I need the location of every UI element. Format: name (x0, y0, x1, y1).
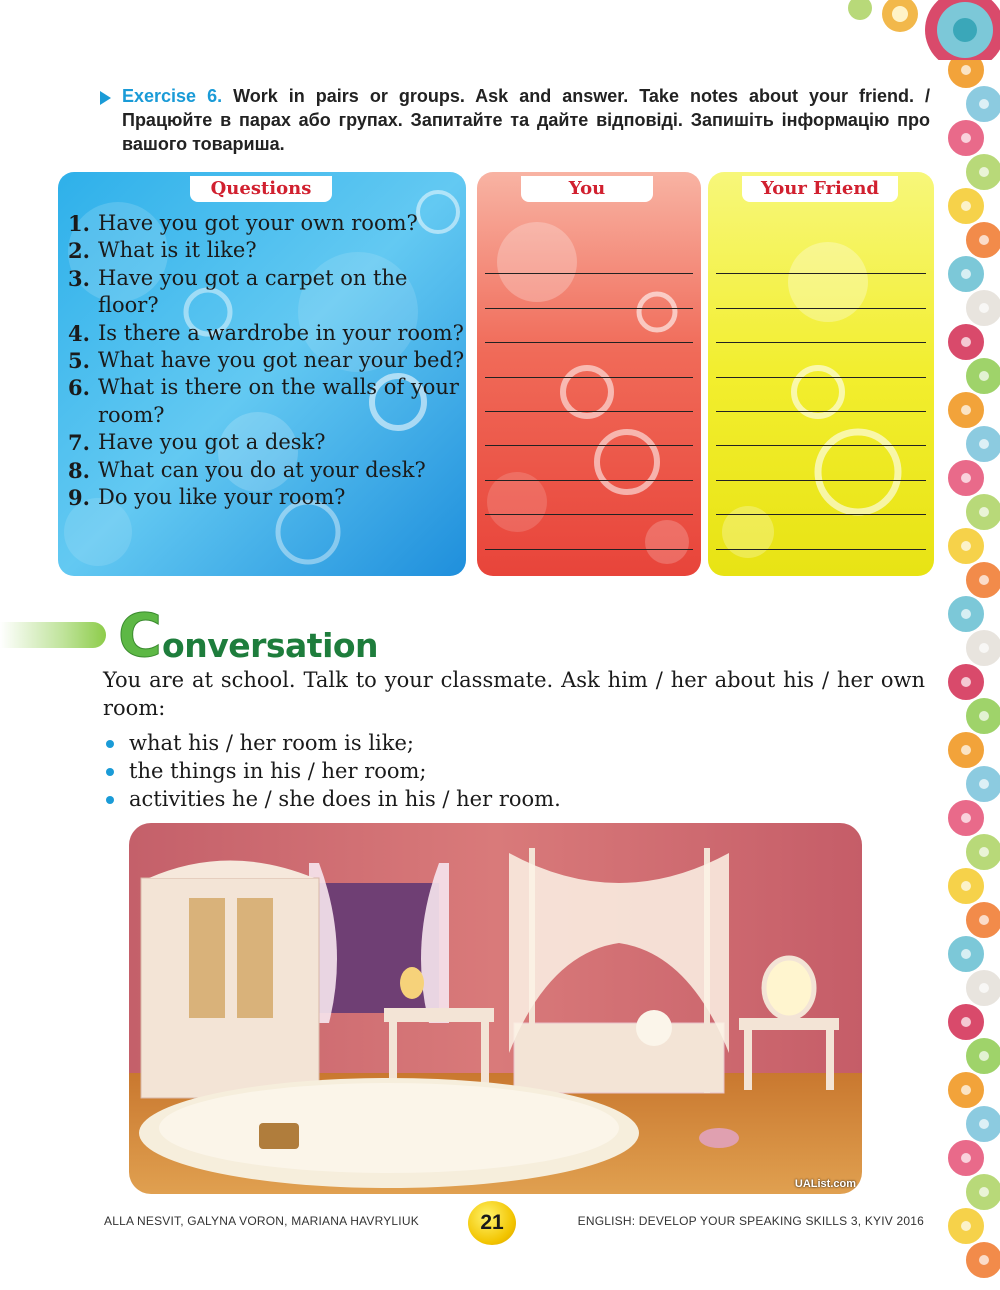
exercise-heading (100, 84, 930, 156)
exercise-label: Exercise 6. (122, 86, 223, 106)
title-initial: C (118, 601, 163, 671)
question-item: 1. Have you got your own room? (68, 211, 418, 236)
question-item: 7. Have you got a desk? (68, 430, 326, 456)
page-number: 21 (468, 1201, 516, 1245)
conversation-bullets (103, 729, 561, 813)
questions-header: Questions (190, 176, 332, 202)
question-item: 6. What is there on the walls of your room? (68, 375, 459, 427)
you-header: You (521, 176, 653, 202)
title-rest: onversation (162, 626, 379, 665)
watermark: UAList.com (794, 1178, 856, 1190)
play-arrow-icon (100, 91, 111, 105)
conversation-title (118, 601, 379, 671)
question-item: 4. Is there a wardrobe in your room? (68, 320, 464, 346)
question-item: 8. What can you do at your desk? (68, 457, 426, 483)
decorative-flower-corner (770, 0, 1000, 60)
friend-answer-lines[interactable] (716, 240, 926, 550)
question-item: 3. Have you got a carpet on the floor? (68, 265, 408, 318)
you-answer-lines[interactable] (485, 240, 693, 550)
question-list (66, 210, 466, 511)
exercise-instruction: Work in pairs or groups. Ask and answer. Take notes about your friend. / Працюйте в парах або групах. Запитайте та дайте відповіді. Запишіть інформацію про вашого товариша. (122, 86, 930, 154)
questions-panel (58, 172, 466, 576)
question-item: 5. What have you got near your bed? (68, 348, 465, 374)
footer-authors: ALLA NESVIT, GALYNA VORON, MARIANA HAVRYLIUK (104, 1214, 419, 1228)
friend-panel (708, 172, 934, 576)
question-item: 9. Do you like your room? (68, 485, 346, 511)
footer-book-title: ENGLISH: DEVELOP YOUR SPEAKING SKILLS 3, KYIV 2016 (577, 1214, 924, 1228)
bedroom-photo (129, 823, 862, 1194)
list-item: activities he / she does in his / her room. (103, 785, 561, 813)
question-item: 2. What is it like? (68, 238, 257, 264)
friend-header: Your Friend (742, 176, 898, 202)
list-item: the things in his / her room; (103, 757, 561, 785)
section-accent-bar (0, 622, 106, 648)
conversation-intro: You are at school. Talk to your classmate. Ask him / her about his / her own room: (103, 668, 925, 720)
list-item: what his / her room is like; (103, 729, 561, 757)
you-panel (477, 172, 701, 576)
